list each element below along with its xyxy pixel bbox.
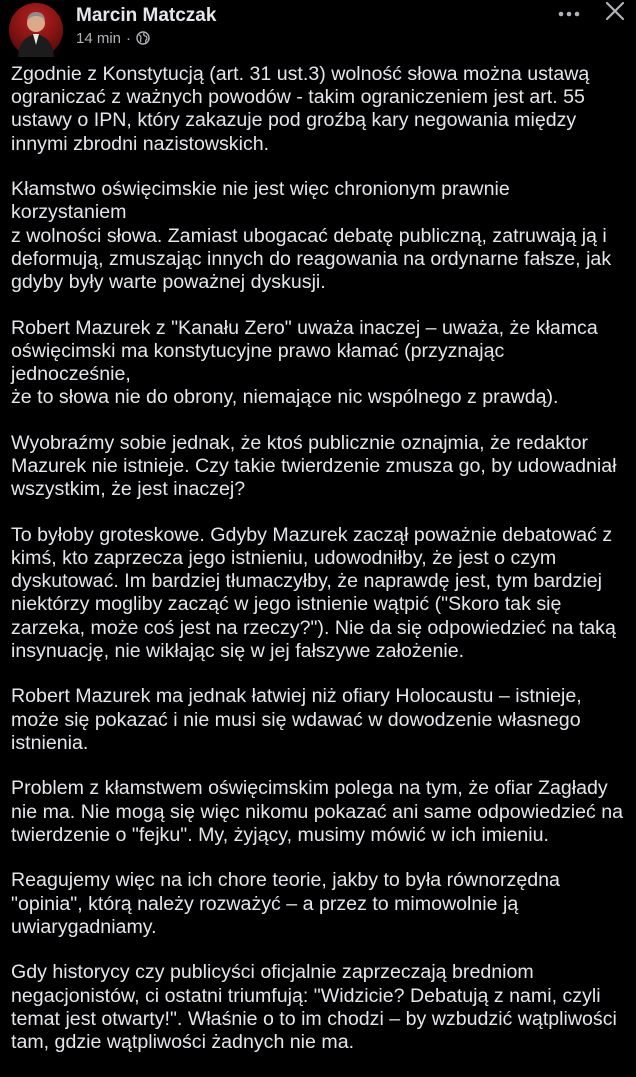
post-paragraph: Kłamstwo oświęcimskie nie jest więc chronionym prawnie korzystaniem z wolności słowa. Zamiast ubogacać debatę publiczną, zatruwają ją i deformują, zmuszając innych do reagowania na ordynarne fałsze, jak gdyby były warte poważnej dyskusji. bbox=[11, 178, 612, 294]
post-meta bbox=[76, 28, 150, 48]
post-paragraph: To byłoby groteskowe. Gdyby Mazurek zaczął poważnie debatować z kimś, kto zaprzecza jego istnieniu, udowodniłby, że jest o czym dyskutować. Im bardziej tłumaczyłby, że naprawdę jest, tym bardziej niektórzy mogliby zacząć w jego istnienie wątpić ("Skoro tak się zarzeka, może coś jest na rzeczy?"). Nie da się odpowiedzieć na taką insynuację, nie wikłając się w jej fałszywe założenie. bbox=[11, 523, 616, 662]
author-name[interactable]: Marcin Matczak bbox=[76, 5, 217, 26]
post-paragraph: Problem z kłamstwem oświęcimskim polega na tym, że ofiar Zagłady nie ma. Nie mogą się więc nikomu pokazać ani same odpowiedzieć na twierdzenie o "fejku". My, żyjący, musimy mówić w ich imieniu. bbox=[11, 777, 624, 846]
author-avatar[interactable] bbox=[9, 3, 63, 57]
more-horizontal-icon bbox=[558, 4, 580, 22]
post-time[interactable]: 14 min bbox=[76, 29, 122, 47]
post-header bbox=[0, 0, 636, 60]
post-paragraph: Gdy historycy czy publicyści oficjalnie zaprzeczają bredniom negacjonistów, ci ostatni triumfują: "Widzicie? Debatują z nami, czyli temat jest otwarty!". Właśnie o to im chodzi – by wzbudzić wątpliwości tam, gdzie wątpliwości żadnych nie ma. bbox=[11, 961, 617, 1054]
close-icon bbox=[605, 1, 625, 26]
post-paragraph: Reagujemy więc na ich chore teorie, jakby to była równorzędna "opinia", którą należy rozważyć – a przez to mimowolnie ją uwiarygadniamy. bbox=[11, 869, 560, 938]
post-body bbox=[11, 63, 629, 1077]
meta-separator: · bbox=[126, 29, 132, 47]
post-paragraph: Robert Mazurek z "Kanału Zero" uważa inaczej – uważa, że kłamca oświęcimski ma konstytucyjne prawo kłamać (przyznając jednocześnie, że to słowa nie do obrony, niemające nic wspólnego z prawdą). bbox=[11, 316, 598, 409]
post-paragraph: Robert Mazurek ma jednak łatwiej niż ofiary Holocaustu – istnieje, może się pokazać i nie musi się wdawać w dowodzenie własnego istnienia. bbox=[11, 685, 582, 754]
post-paragraph: Zgodnie z Konstytucją (art. 31 ust.3) wolność słowa można ustawą ograniczać z ważnych powodów - takim ograniczeniem jest art. 55 ustawy o IPN, który zakazuje pod groźbą kary negowania między innymi zbrodni nazistowskich. bbox=[11, 63, 590, 155]
globe-icon[interactable] bbox=[136, 31, 150, 45]
more-options-button[interactable] bbox=[552, 2, 586, 24]
close-button[interactable] bbox=[600, 0, 630, 26]
post-paragraph: Wyobraźmy sobie jednak, że ktoś publicznie oznajmia, że redaktor Mazurek nie istnieje. Czy takie twierdzenie zmusza go, by udowadniał wszystkim, że jest inaczej? bbox=[11, 431, 617, 501]
avatar-portrait-icon bbox=[9, 3, 63, 57]
